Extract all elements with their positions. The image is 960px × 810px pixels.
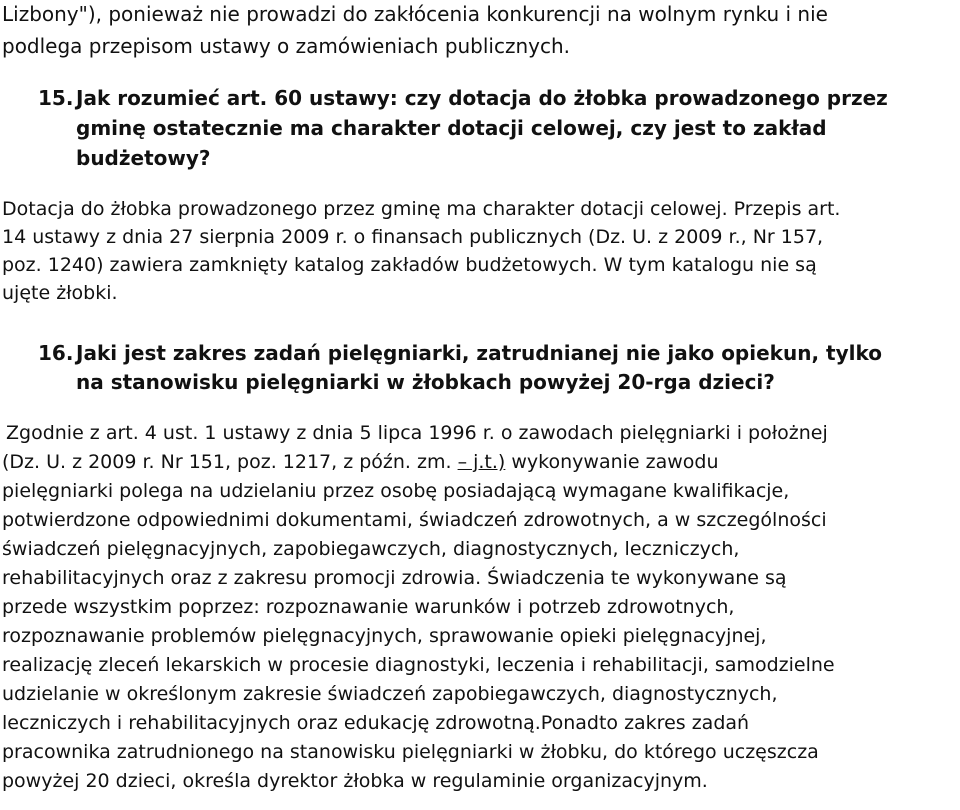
answer-16-line-2-suffix: wykonywanie zawodu [505,451,719,473]
answer-15-line-4: ujęte żłobki. [2,282,118,304]
question-15-number: 15. [38,86,74,110]
answer-16-line-10: udzielanie w określonym zakresie świadczeń zapobiegawczych, diagnostycznych, [2,683,778,705]
question-16-line-1 [38,343,882,363]
question-15-line-2: gminę ostatecznie ma charakter dotacji celowej, czy jest to zakład [76,116,827,140]
question-16-line-2: na stanowisku pielęgniarki w żłobkach powyżej 20-rga dzieci? [76,370,775,394]
question-15-text-1: Jak rozumieć art. 60 ustawy: czy dotacja do żłobka prowadzonego przez [76,86,888,110]
answer-15-line-3: poz. 1240) zawiera zamknięty katalog zakładów budżetowych. W tym katalogu nie są [2,254,817,276]
question-15-line-3: budżetowy? [76,146,211,170]
answer-16-line-1: Zgodnie z art. 4 ust. 1 ustawy z dnia 5 lipca 1996 r. o zawodach pielęgniarki i położnej [6,422,828,444]
answer-16-line-3: pielęgniarki polega na udzielaniu przez osobę posiadającą wymagane kwalifikacje, [2,480,790,502]
question-15-line-1 [38,88,888,108]
answer-15-line-2: 14 ustawy z dnia 27 sierpnia 2009 r. o finansach publicznych (Dz. U. z 2009 r., Nr 157, [2,226,824,248]
answer-15-line-1: Dotacja do żłobka prowadzonego przez gminę ma charakter dotacji celowej. Przepis art. [2,198,841,220]
intro-line-2: podlega przepisom ustawy o zamówieniach publicznych. [2,34,571,58]
answer-16-line-11: leczniczych i rehabilitacyjnych oraz edukację zdrowotną.Ponadto zakres zadań [2,712,750,734]
answer-16-line-2 [2,453,719,472]
answer-16-line-9: realizację zleceń lekarskich w procesie diagnostyki, leczenia i rehabilitacji, samodzielne [2,654,835,676]
question-16-number: 16. [38,341,74,365]
answer-16-line-6: rehabilitacyjnych oraz z zakresu promocji zdrowia. Świadczenia te wykonywane są [2,567,787,589]
answer-16-line-5: świadczeń pielęgnacyjnych, zapobiegawczych, diagnostycznych, leczniczych, [2,538,740,560]
answer-16-line-8: rozpoznawanie problemów pielęgnacyjnych, sprawowanie opieki pielęgnacyjnej, [2,625,767,647]
answer-16-line-4: potwierdzone odpowiednimi dokumentami, świadczeń zdrowotnych, a w szczególności [2,509,827,531]
answer-16-underlined-abbrev: – j.t.) [457,451,506,473]
answer-16-line-7: przede wszystkim poprzez: rozpoznawanie warunków i potrzeb zdrowotnych, [2,596,735,618]
answer-16-line-13: powyżej 20 dzieci, określa dyrektor żłobka w regulaminie organizacyjnym. [2,770,708,792]
answer-16-line-12: pracownika zatrudnionego na stanowisku pielęgniarki w żłobku, do którego uczęszcza [2,741,819,763]
intro-line-1: Lizbony"), ponieważ nie prowadzi do zakłócenia konkurencji na wolnym rynku i nie [2,2,828,26]
question-16-text-1: Jaki jest zakres zadań pielęgniarki, zatrudnianej nie jako opiekun, tylko [76,341,882,365]
answer-16-line-2-prefix: (Dz. U. z 2009 r. Nr 151, poz. 1217, z późn. zm. [2,451,458,473]
